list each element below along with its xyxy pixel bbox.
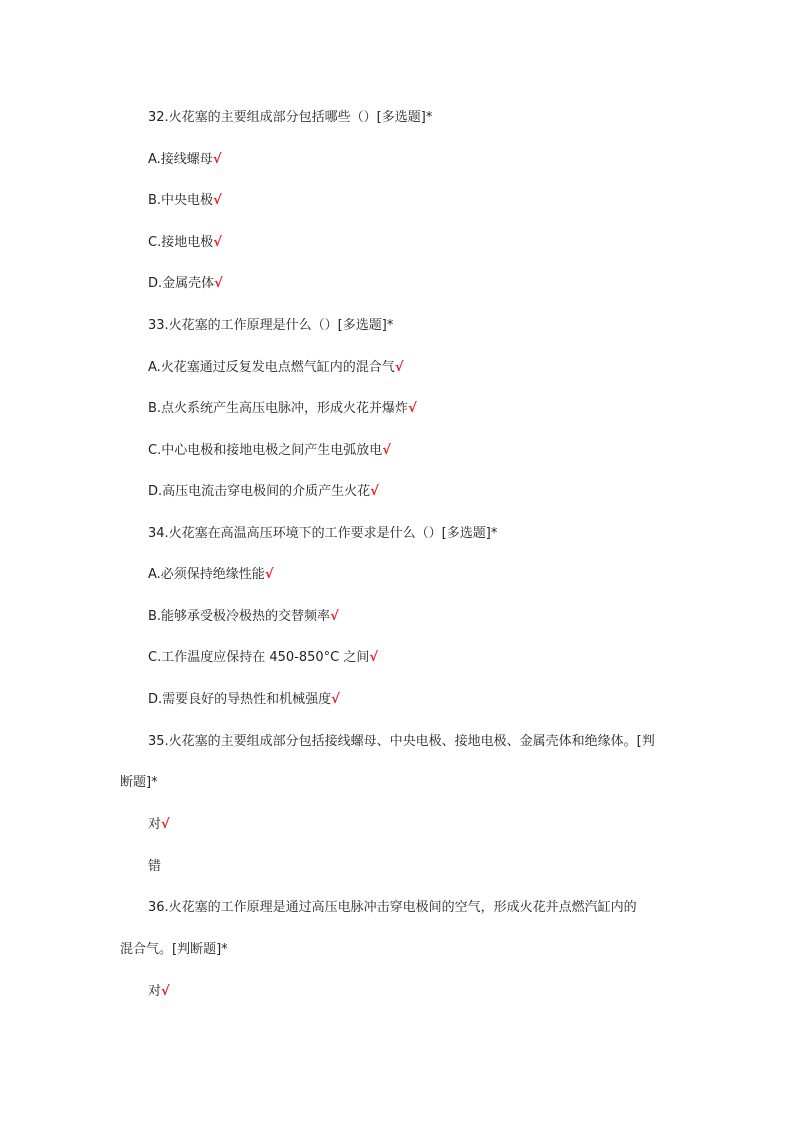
option-label: A.火花塞通过反复发电点燃气缸内的混合气 <box>148 360 395 375</box>
q35-option-true[interactable] <box>148 815 170 835</box>
q36-option-true[interactable] <box>148 982 170 1002</box>
checkmark-icon: √ <box>382 443 391 458</box>
checkmark-icon: √ <box>394 360 404 375</box>
question-35-line1: 35.火花塞的主要组成部分包括接线螺母、中央电极、接地电极、金属壳体和绝缘体。[判 <box>148 734 655 749</box>
q33-option-d[interactable] <box>148 482 379 502</box>
checkmark-icon: √ <box>264 567 274 582</box>
option-label: 对 <box>148 817 162 832</box>
option-label: C.中心电极和接地电极之间产生电弧放电 <box>148 443 383 458</box>
question-35-line2: 断题]* <box>120 775 158 790</box>
checkmark-icon: √ <box>369 650 379 665</box>
option-label: B.能够承受极冷极热的交替频率 <box>148 609 331 624</box>
option-label: B.中央电极 <box>148 193 214 208</box>
option-label: A.必须保持绝缘性能 <box>148 567 265 582</box>
checkmark-icon: √ <box>408 401 417 416</box>
checkmark-icon: √ <box>330 609 339 624</box>
q34-option-b[interactable] <box>148 607 339 627</box>
option-label: C.工作温度应保持在 450-850°C 之间 <box>148 650 370 665</box>
checkmark-icon: √ <box>213 235 222 250</box>
option-label: 对 <box>148 984 162 999</box>
question-32: 32.火花塞的主要组成部分包括哪些（）[多选题]* <box>148 110 433 125</box>
option-label: D.需要良好的导热性和机械强度 <box>148 692 332 707</box>
question-36-line2: 混合气。[判断题]* <box>120 942 228 957</box>
q32-option-d[interactable] <box>148 274 223 294</box>
q32-option-b[interactable] <box>148 191 222 211</box>
option-label: 错 <box>148 859 162 874</box>
checkmark-icon: √ <box>161 817 170 832</box>
question-34: 34.火花塞在高温高压环境下的工作要求是什么（）[多选题]* <box>148 526 498 541</box>
checkmark-icon: √ <box>161 984 170 999</box>
q32-option-c[interactable] <box>148 233 222 253</box>
q33-option-c[interactable] <box>148 441 391 461</box>
q32-option-a[interactable] <box>148 150 221 170</box>
q33-option-b[interactable] <box>148 399 417 419</box>
q33-option-a[interactable] <box>148 358 403 378</box>
checkmark-icon: √ <box>213 193 222 208</box>
q35-option-false[interactable] <box>148 857 161 877</box>
checkmark-icon: √ <box>214 276 223 291</box>
option-label: D.高压电流击穿电极间的介质产生火花 <box>148 484 371 499</box>
question-33: 33.火花塞的工作原理是什么（）[多选题]* <box>148 318 394 333</box>
q34-option-d[interactable] <box>148 690 340 710</box>
option-label: A.接线螺母 <box>148 152 213 167</box>
checkmark-icon: √ <box>212 152 222 167</box>
checkmark-icon: √ <box>331 692 340 707</box>
question-36-line1: 36.火花塞的工作原理是通过高压电脉冲击穿电极间的空气，形成火花并点燃汽缸内的 <box>148 900 637 915</box>
option-label: C.接地电极 <box>148 235 214 250</box>
q34-option-c[interactable] <box>148 648 378 668</box>
option-label: B.点火系统产生高压电脉冲，形成火花并爆炸 <box>148 401 409 416</box>
option-label: D.金属壳体 <box>148 276 215 291</box>
q34-option-a[interactable] <box>148 565 273 585</box>
checkmark-icon: √ <box>370 484 379 499</box>
